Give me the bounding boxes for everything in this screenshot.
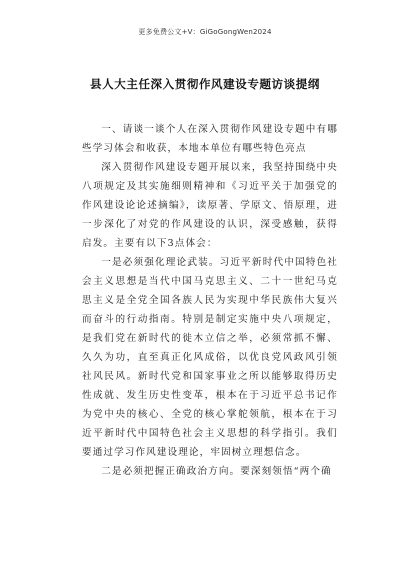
document-body: [82, 120, 338, 481]
point-one-paragraph: 一是必须强化理论武装。习近平新时代中国特色社会主义思想是当代中国马克思主义、二十一世纪马克思主义是全党全国各族人民为实现中华民族伟大复兴而奋斗的行动指南。特别是制定实施中央八项规定，是我们党在新时代的徙木立信之举，必须常抓不懈、久久为功，直至真正化风成俗，以优良党风政风引领社风民风。新时代党和国家事业之所以能够取得历史性成就、发生历史性变革，根本在于习近平总书记作为党中央的核心、全党的核心掌舵领航，根本在于习近平新时代中国特色社会主义思想的科学指引。我们要通过学习作风建设理论，牢固树立理想信念。: [82, 257, 338, 458]
point-two-paragraph: 二是必须把握正确政治方向。要深刻领悟“两个确: [101, 466, 332, 477]
question-paragraph: 一、请谈一谈个人在深入贯彻作风建设专题中有哪些学习体会和收获，本地本单位有哪些特色亮点: [82, 124, 338, 154]
document-title: 县人大主任深入贯彻作风建设专题访谈提纲: [90, 77, 320, 91]
header-note: 更多免费公文+V：GiGoGongWen2024: [138, 28, 272, 36]
intro-paragraph: 深入贯彻作风建设专题开展以来，我坚持围绕中央八项规定及其实施细则精神和《习近平关于加强党的作风建设论论述摘编》，读原著、学原文、悟原理，进一步深化了对党的作风建设的认识，深受感触，获得启发。主要有以下3点体会：: [82, 162, 338, 249]
